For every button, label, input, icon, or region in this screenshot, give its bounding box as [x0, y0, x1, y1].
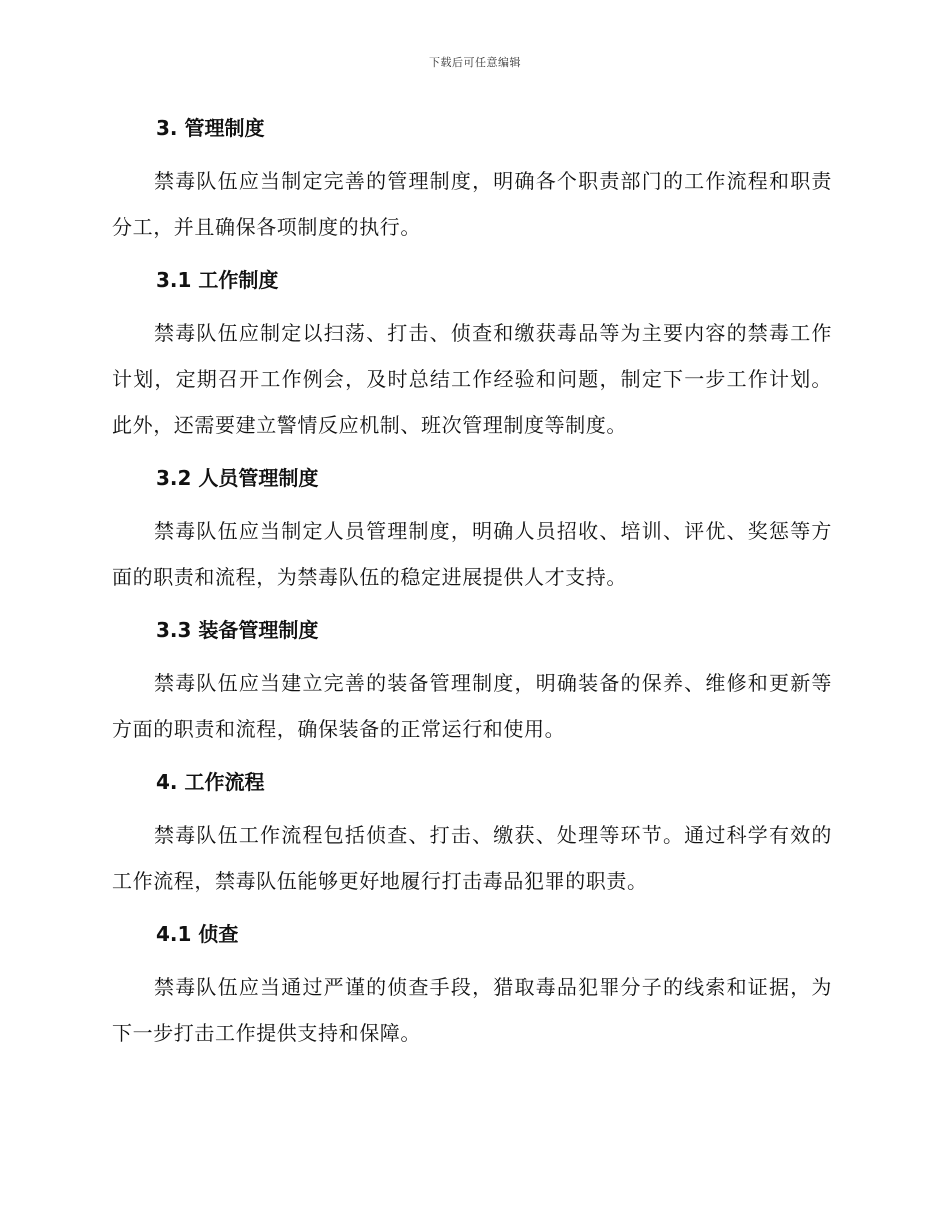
section-spacer [112, 250, 832, 262]
section-spacer [112, 752, 832, 764]
section-heading-3-3: 3.3 装备管理制度 [156, 618, 319, 642]
section-heading-4: 4. 工作流程 [156, 770, 265, 794]
section-heading-3-1: 3.1 工作制度 [156, 268, 279, 292]
section-heading-3-2: 3.2 人员管理制度 [156, 466, 319, 490]
section-heading-3: 3. 管理制度 [156, 116, 265, 140]
section-paragraph-4-1: 禁毒队伍应当通过严谨的侦查手段，猎取毒品犯罪分子的线索和证据，为下一步打击工作提供支持和保障。 [112, 975, 832, 1045]
section-paragraph-3-3: 禁毒队伍应当建立完善的装备管理制度，明确装备的保养、维修和更新等方面的职责和流程，确保装备的正常运行和使用。 [112, 671, 832, 741]
section-paragraph-3-1: 禁毒队伍应制定以扫荡、打击、侦查和缴获毒品等为主要内容的禁毒工作计划，定期召开工作例会，及时总结工作经验和问题，制定下一步工作计划。此外，还需要建立警情反应机制、班次管理制度等制度。 [112, 321, 832, 437]
section-heading-4-1: 4.1 侦查 [156, 922, 239, 946]
section-paragraph-3-2: 禁毒队伍应当制定人员管理制度，明确人员招收、培训、评优、奖惩等方面的职责和流程，为禁毒队伍的稳定进展提供人才支持。 [112, 519, 832, 589]
page-header: 下载后可任意编辑 [429, 56, 521, 69]
section-spacer [112, 448, 832, 460]
document-body [112, 110, 832, 1056]
section-spacer [112, 904, 832, 916]
section-paragraph-3: 禁毒队伍应当制定完善的管理制度，明确各个职责部门的工作流程和职责分工，并且确保各项制度的执行。 [112, 169, 832, 239]
section-paragraph-4: 禁毒队伍工作流程包括侦查、打击、缴获、处理等环节。通过科学有效的工作流程，禁毒队伍能够更好地履行打击毒品犯罪的职责。 [112, 823, 832, 893]
section-spacer [112, 600, 832, 612]
